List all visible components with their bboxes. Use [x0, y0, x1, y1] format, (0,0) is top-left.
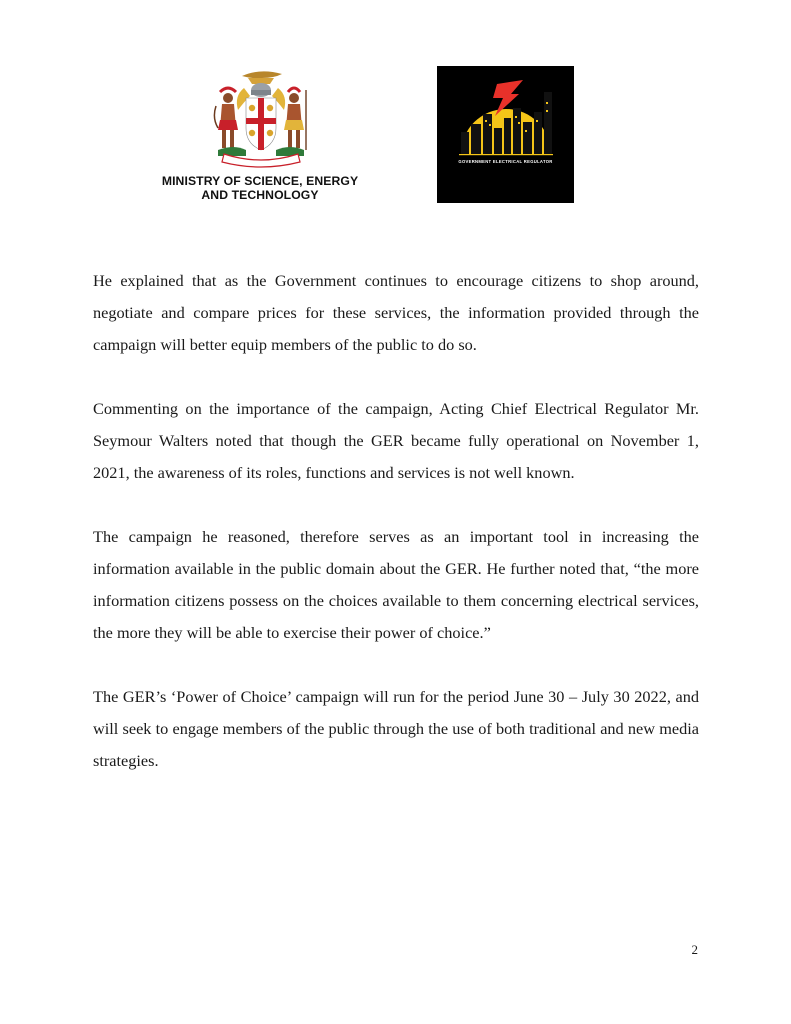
coat-of-arms-icon [204, 66, 316, 170]
paragraph: The GER’s ‘Power of Choice’ campaign will run for the period June 30 – July 30 2022, and will seek to engage members of the public through the use of both traditional and new media strategies. [93, 687, 699, 770]
paragraph: Commenting on the importance of the campaign, Acting Chief Electrical Regulator Mr. Seymour Walters noted that though the GER became fully operational on November 1, 2021, the awareness of its roles, functions and services is not well known. [93, 399, 699, 482]
paragraph: He explained that as the Government continues to encourage citizens to shop around, negotiate and compare prices for these services, the information provided through the campaign will better equip members of the public to do so. [93, 271, 699, 354]
article-body [93, 265, 699, 809]
ger-logo-text: GOVERNMENT ELECTRICAL REGULATOR [458, 159, 553, 164]
paragraph: The campaign he reasoned, therefore serves as an important tool in increasing the information available in the public domain about the GER. He further noted that, “the more information citizens possess on the choices available to them concerning electrical services, the more they will be able to exercise their power of choice.” [93, 527, 699, 642]
city-lightning-icon [437, 66, 574, 203]
ministry-name [140, 174, 380, 202]
ministry-logo [140, 66, 380, 206]
ministry-name-line2: AND TECHNOLOGY [201, 188, 319, 202]
page-number: 2 [691, 942, 698, 957]
ministry-name-line1: MINISTRY OF SCIENCE, ENERGY [161, 174, 359, 188]
ger-logo [437, 66, 574, 203]
